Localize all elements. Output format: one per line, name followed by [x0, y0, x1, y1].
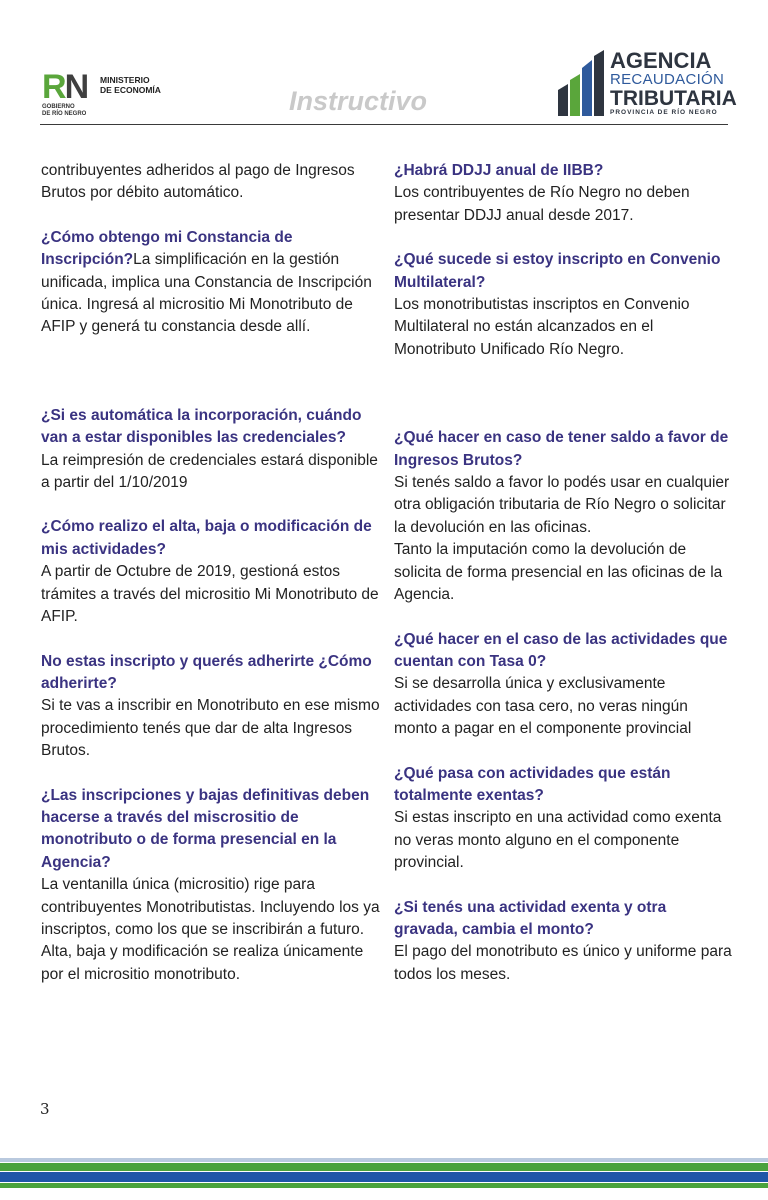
agency-line1: AGENCIA: [610, 48, 712, 73]
footer-stripe-green-2: [0, 1183, 768, 1188]
faq-answer: Los contribuyentes de Río Negro no deben presentar DDJJ anual desde 2017.: [394, 184, 690, 224]
rn-mark: [42, 70, 87, 104]
faq-question: ¿Si es automática la incorporación, cuándo van a estar disponibles las credenciales?: [41, 406, 362, 447]
rn-mark-n: N: [64, 68, 88, 106]
faq-question: ¿Cómo obtengo mi Constancia de Inscripción?: [41, 228, 293, 269]
agency-bars-icon: [556, 50, 608, 116]
page-number: 3: [40, 1100, 50, 1118]
faq-question: ¿Si tenés una actividad exenta y otra gravada, cambia el monto?: [394, 898, 667, 938]
faq-question: ¿Qué pasa con actividades que están totalmente exentas?: [394, 764, 671, 804]
rn-ministry-logo: [42, 70, 172, 118]
faq-question: ¿Qué hacer en el caso de las actividades que cuentan con Tasa 0?: [394, 630, 728, 670]
rn-ministry-line1: MINISTERIO: [100, 75, 150, 85]
faq-answer-continued: Tanto la imputación como la devolución de solicita de forma presencial en las oficinas de la Agencia.: [394, 541, 723, 604]
faq-answer: Si tenés saldo a favor lo podés usar en cualquier otra obligación tributaria de Río Negro o solicitar la devolución en las oficinas.: [394, 474, 730, 536]
rn-gov-line2: DE RÍO NEGRO: [42, 111, 87, 117]
faq-question: ¿Cómo realizo el alta, baja o modificación de mis actividades?: [41, 518, 372, 558]
rn-ministry-text: [100, 75, 161, 95]
footer-stripe-green: [0, 1163, 768, 1171]
agency-line2: RECAUDACIÓN: [610, 71, 725, 88]
agency-logo: [556, 48, 737, 118]
agency-line3: TRIBUTARIA: [610, 87, 737, 110]
faq-question: ¿Las inscripciones y bajas definitivas deben hacerse a través del miscrositio de monotributo o de forma presencial en la Agencia?: [41, 786, 370, 871]
faq-answer: Si te vas a inscribir en Monotributo en ese mismo procedimiento tenés que dar de alta Ingresos Brutos.: [41, 697, 380, 760]
agency-line4: PROVINCIA DE RÍO NEGRO: [610, 109, 718, 116]
faq-answer: Si estas inscripto en una actividad como exenta no veras monto alguno en el componente provincial.: [394, 809, 722, 872]
faq-answer: La simplificación en la gestión unificada, implica una Constancia de Inscripción única. Ingresá al micrositio Mi Monotributo de AFIP y generá tu constancia desde allí.: [41, 251, 372, 336]
faq-question: No estas inscripto y querés adherirte ¿Cómo adherirte?: [41, 652, 372, 692]
faq-answer: El pago del monotributo es único y uniforme para todos los meses.: [394, 943, 732, 983]
rn-mark-r: R: [42, 68, 65, 106]
rn-gov-text: [42, 104, 86, 118]
right-column: [394, 160, 734, 986]
faq-question: ¿Habrá DDJJ anual de IIBB?: [394, 162, 604, 179]
intro-text: contribuyentes adheridos al pago de Ingresos Brutos por débito automático.: [41, 162, 355, 202]
faq-item: [41, 227, 381, 339]
rn-ministry-line2: DE ECONOMÍA: [100, 85, 161, 95]
document-title: Instructivo: [289, 86, 428, 116]
rn-gov-line1: GOBIERNO: [42, 104, 75, 110]
left-column: [41, 160, 381, 986]
agency-text: [610, 50, 737, 117]
faq-question: ¿Qué hacer en caso de tener saldo a favor de Ingresos Brutos?: [394, 429, 729, 469]
footer-stripe-light: [0, 1158, 768, 1162]
footer-stripe-blue: [0, 1172, 768, 1182]
faq-answer: Si se desarrolla única y exclusivamente actividades con tasa cero, no veras ningún monto a pagar en el componente provincial: [394, 675, 692, 738]
faq-answer: Los monotributistas inscriptos en Convenio Multilateral no están alcanzados en el Monotributo Unificado Río Negro.: [394, 296, 690, 358]
header-divider: [40, 124, 728, 125]
faq-answer: La reimpresión de credenciales estará disponible a partir del 1/10/2019: [41, 451, 378, 492]
faq-answer: A partir de Octubre de 2019, gestioná estos trámites a través del micrositio Mi Monotributo de AFIP.: [41, 563, 379, 626]
faq-question: ¿Qué sucede si estoy inscripto en Convenio Multilateral?: [394, 251, 721, 291]
footer-stripes: [0, 1158, 768, 1200]
faq-answer: La ventanilla única (micrositio) rige para contribuyentes Monotributistas. Incluyendo los ya inscriptos, como los que se inscribirán a futuro. Alta, baja y modificación se realiza únicamente por el micrositio monotributo.: [41, 876, 380, 983]
